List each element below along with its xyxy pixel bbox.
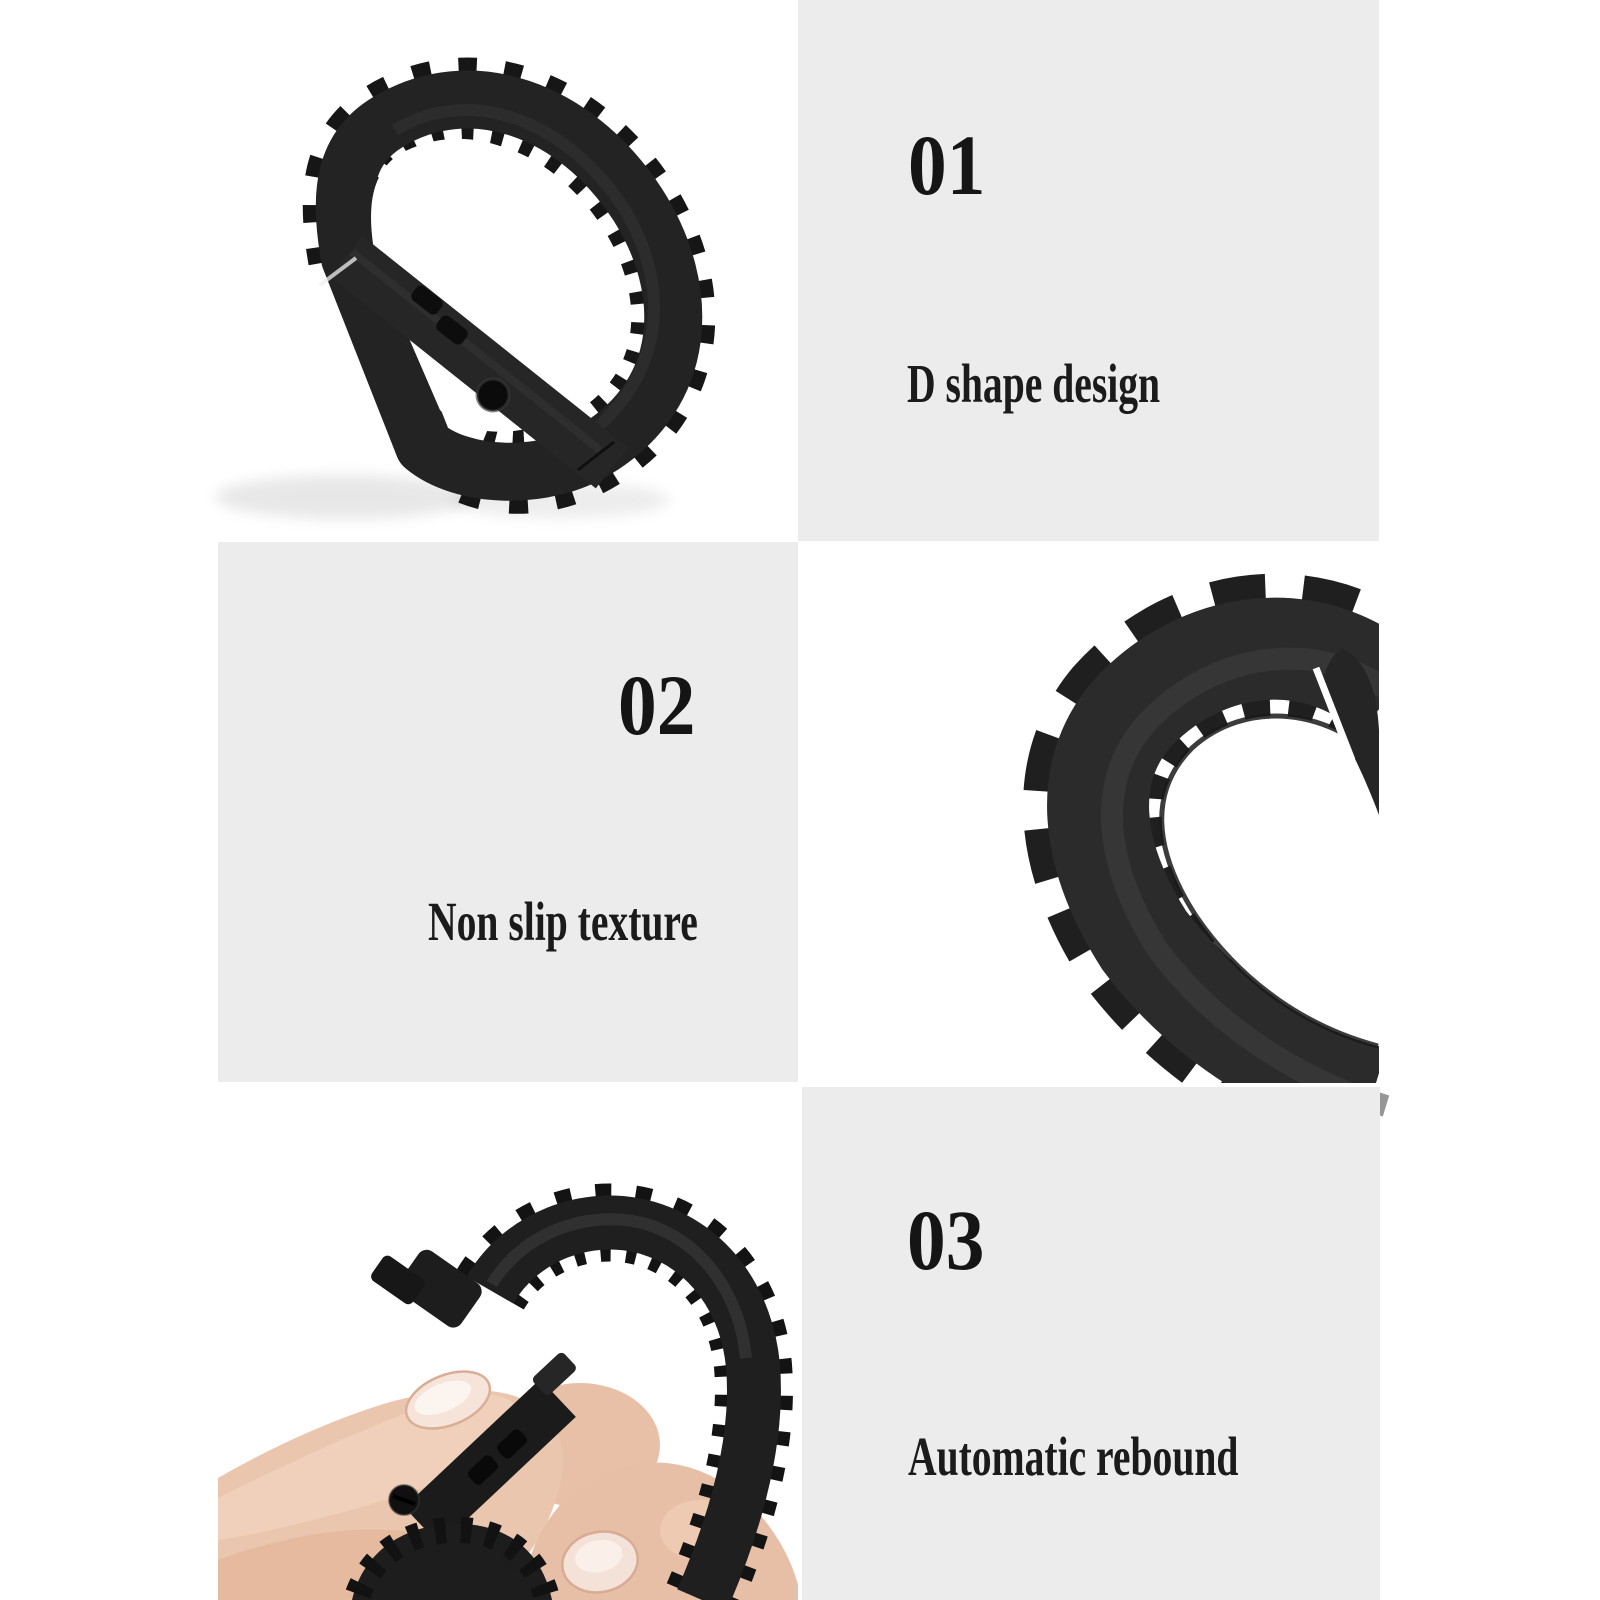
photo-carabiner-full bbox=[215, 100, 673, 519]
feature-panel-2 bbox=[218, 542, 798, 1082]
feature-panel-1 bbox=[798, 0, 1379, 541]
photo-hand-pressing-gate bbox=[0, 1087, 798, 1600]
feature-1-number: 01 bbox=[908, 117, 986, 213]
feature-2-caption: Non slip texture bbox=[428, 891, 698, 952]
feature-2-number: 02 bbox=[618, 657, 696, 753]
photo-carabiner-texture-closeup bbox=[802, 542, 1600, 1106]
feature-panel-3 bbox=[802, 1087, 1380, 1600]
hook-nose bbox=[369, 1230, 486, 1336]
feature-1-caption: D shape design bbox=[907, 353, 1161, 414]
closeup-crop-right bbox=[1379, 542, 1600, 1083]
hand-photo-crop-left bbox=[0, 1087, 218, 1600]
feature-3-caption: Automatic rebound bbox=[908, 1426, 1239, 1487]
feature-3-number: 03 bbox=[907, 1192, 985, 1288]
